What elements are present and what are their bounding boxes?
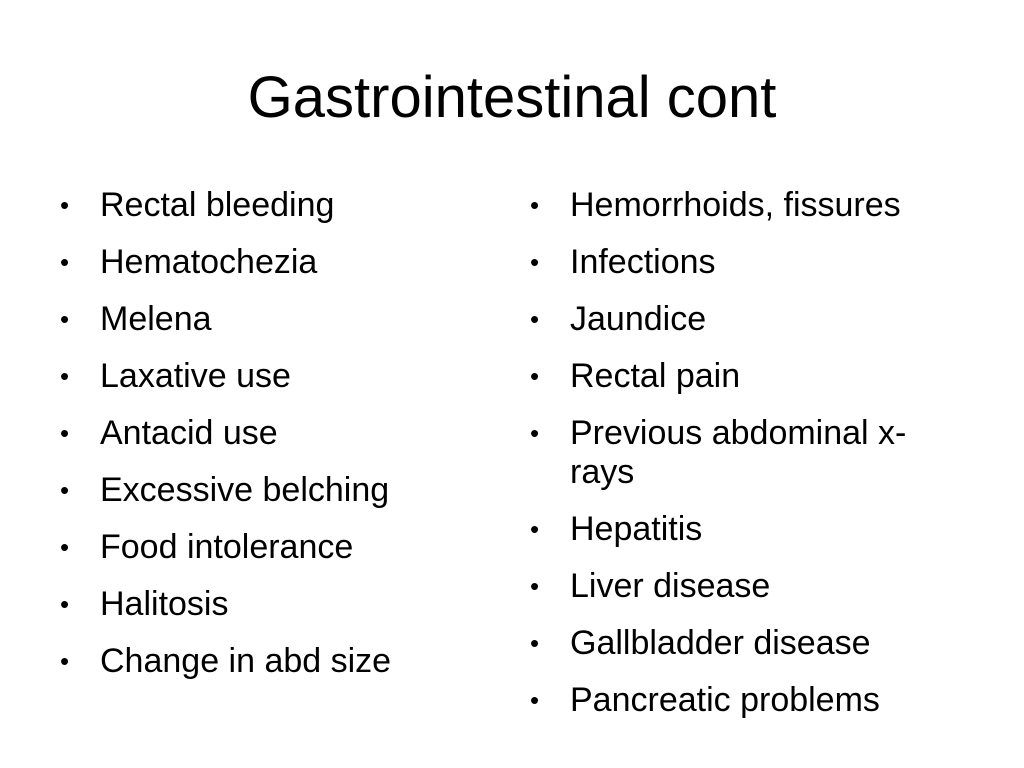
list-item-text: Previous abdominal x-rays [570,414,907,491]
list-item-text: Hemorrhoids, fissures [570,186,901,224]
bullet-icon: • [60,418,70,448]
bullet-icon: • [60,190,70,220]
list-item [60,243,500,282]
list-item [530,624,970,663]
bullet-icon: • [530,247,540,277]
list-item-text: Change in abd size [100,642,392,680]
bullet-icon: • [530,190,540,220]
list-item [60,642,500,681]
list-item-text: Halitosis [100,585,229,623]
list-item-text: Hepatitis [570,510,703,548]
list-item-text: Gallbladder disease [570,624,871,662]
list-item [530,567,970,606]
list-item [60,300,500,339]
list-item [60,471,500,510]
bullet-icon: • [530,571,540,601]
bullet-icon: • [60,646,70,676]
list-item-text: Laxative use [100,357,291,395]
bullet-icon: • [530,361,540,391]
list-item-text: Infections [570,243,716,281]
list-item-text: Hematochezia [100,243,318,281]
list-item [530,300,970,339]
list-item-text: Excessive belching [100,471,390,509]
bullet-icon: • [60,361,70,391]
list-item [60,186,500,225]
list-item-text: Jaundice [570,300,707,338]
list-item [530,414,970,492]
list-item-text: Rectal pain [570,357,741,395]
list-item [530,510,970,549]
slide-title: Gastrointestinal cont [247,65,777,130]
bullet-icon: • [530,418,540,448]
bullet-icon: • [60,589,70,619]
list-item [530,243,970,282]
right-bullet-list [530,186,970,738]
bullet-icon: • [60,304,70,334]
list-item [60,414,500,453]
list-item-text: Food intolerance [100,528,354,566]
bullet-icon: • [530,514,540,544]
list-item-text: Rectal bleeding [100,186,335,224]
left-bullet-list [60,186,500,699]
list-item [530,681,970,720]
list-item-text: Melena [100,300,212,338]
list-item-text: Pancreatic problems [570,681,880,719]
list-item-text: Antacid use [100,414,278,452]
bullet-icon: • [530,628,540,658]
bullet-icon: • [530,685,540,715]
bullet-icon: • [60,247,70,277]
bullet-icon: • [530,304,540,334]
list-item-text: Liver disease [570,567,771,605]
bullet-icon: • [60,532,70,562]
list-item [60,528,500,567]
list-item [530,186,970,225]
list-item [60,357,500,396]
bullet-icon: • [60,475,70,505]
list-item [530,357,970,396]
list-item [60,585,500,624]
